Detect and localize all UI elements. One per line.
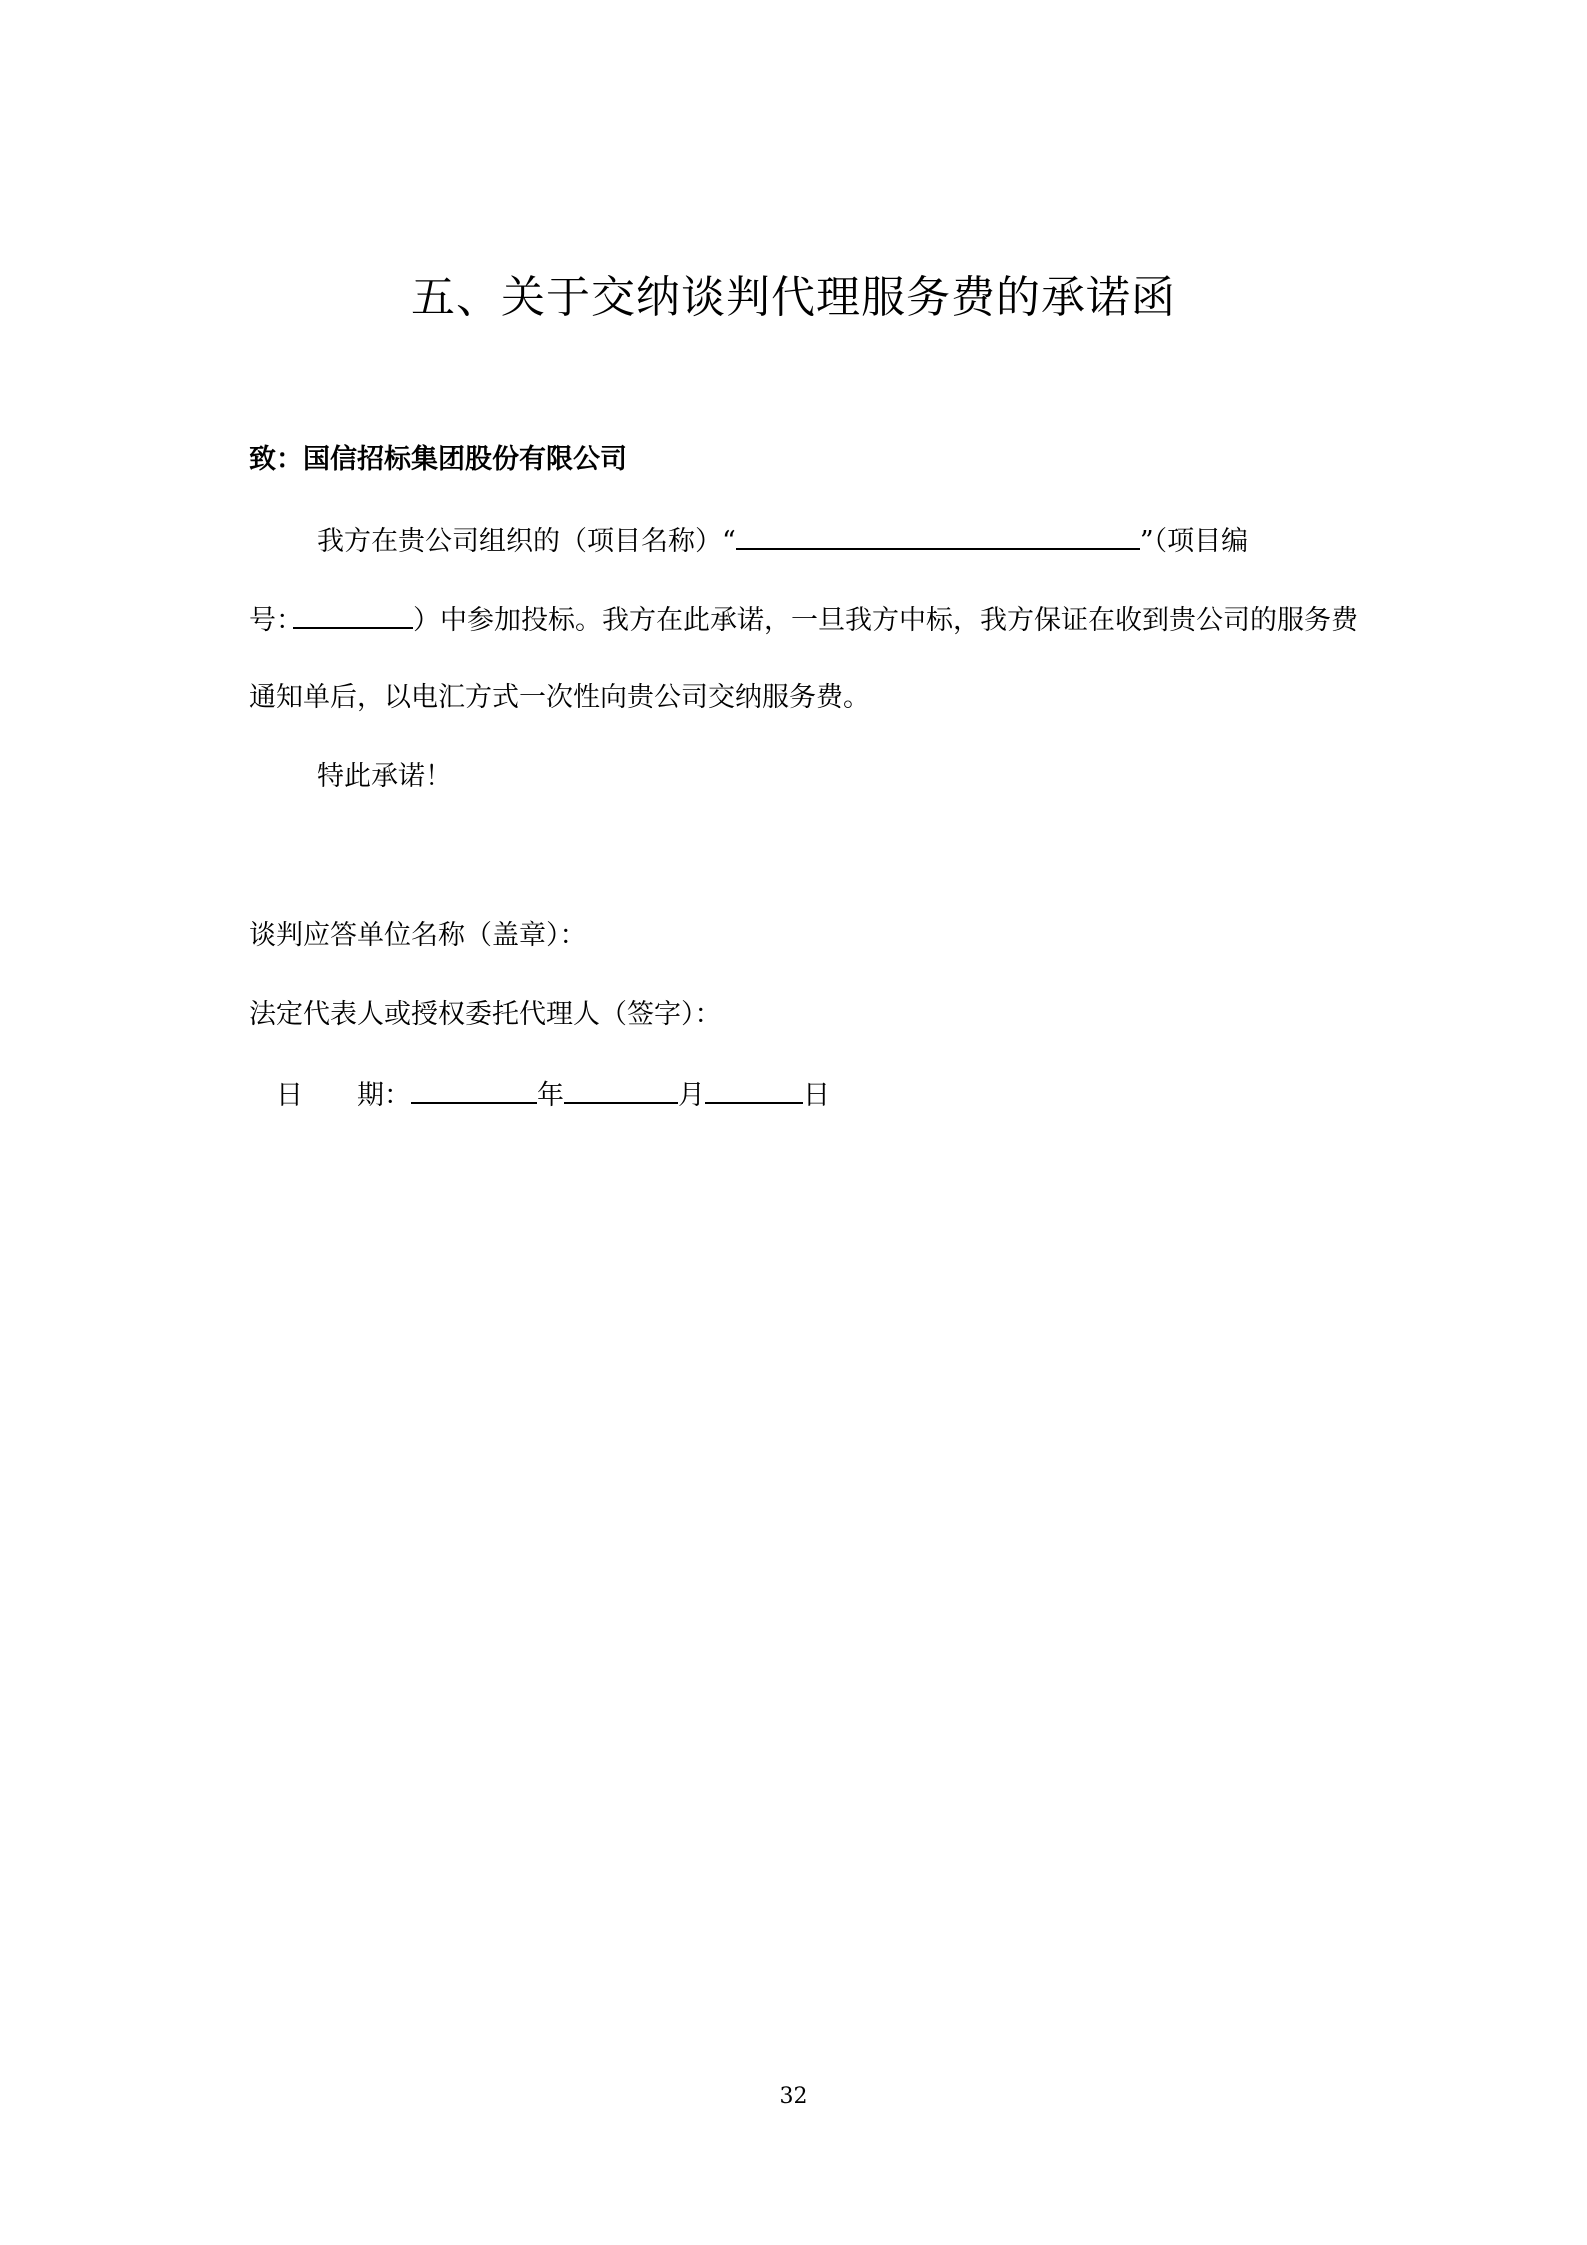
- year-blank[interactable]: [411, 1074, 537, 1104]
- day-label: 日: [803, 1080, 830, 1111]
- closing-statement: 特此承诺！: [317, 761, 452, 792]
- month-blank[interactable]: [564, 1074, 678, 1104]
- project-name-prefix: 我方在贵公司组织的（项目名称）“: [317, 526, 736, 557]
- commitment-text: ）中参加投标。我方在此承诺，一旦我方中标，我方保证在收到贵公司的服务费: [413, 605, 1358, 636]
- month-label: 月: [678, 1080, 705, 1111]
- paragraph-line-3: 通知单后，以电汇方式一次性向贵公司交纳服务费。: [249, 682, 870, 713]
- project-number-blank[interactable]: [293, 599, 413, 629]
- year-label: 年: [537, 1080, 564, 1111]
- project-number-label: 号：: [249, 605, 303, 636]
- page-title: 五、关于交纳谈判代理服务费的承诺函: [411, 272, 1176, 323]
- paragraph-line-1: [317, 520, 1248, 562]
- project-number-prefix-line: ”（项目编: [1139, 526, 1249, 557]
- company-seal-label: 谈判应答单位名称（盖章）：: [249, 920, 587, 951]
- addressee: 致：国信招标集团股份有限公司: [249, 444, 627, 475]
- day-blank[interactable]: [705, 1074, 803, 1104]
- paragraph-line-2: [249, 599, 1358, 641]
- project-name-blank[interactable]: [736, 520, 1140, 550]
- date-line: [276, 1074, 830, 1116]
- page-number: 32: [779, 2084, 808, 2109]
- date-label: 日 期：: [276, 1080, 411, 1111]
- representative-signature-label: 法定代表人或授权委托代理人（签字）：: [249, 999, 722, 1030]
